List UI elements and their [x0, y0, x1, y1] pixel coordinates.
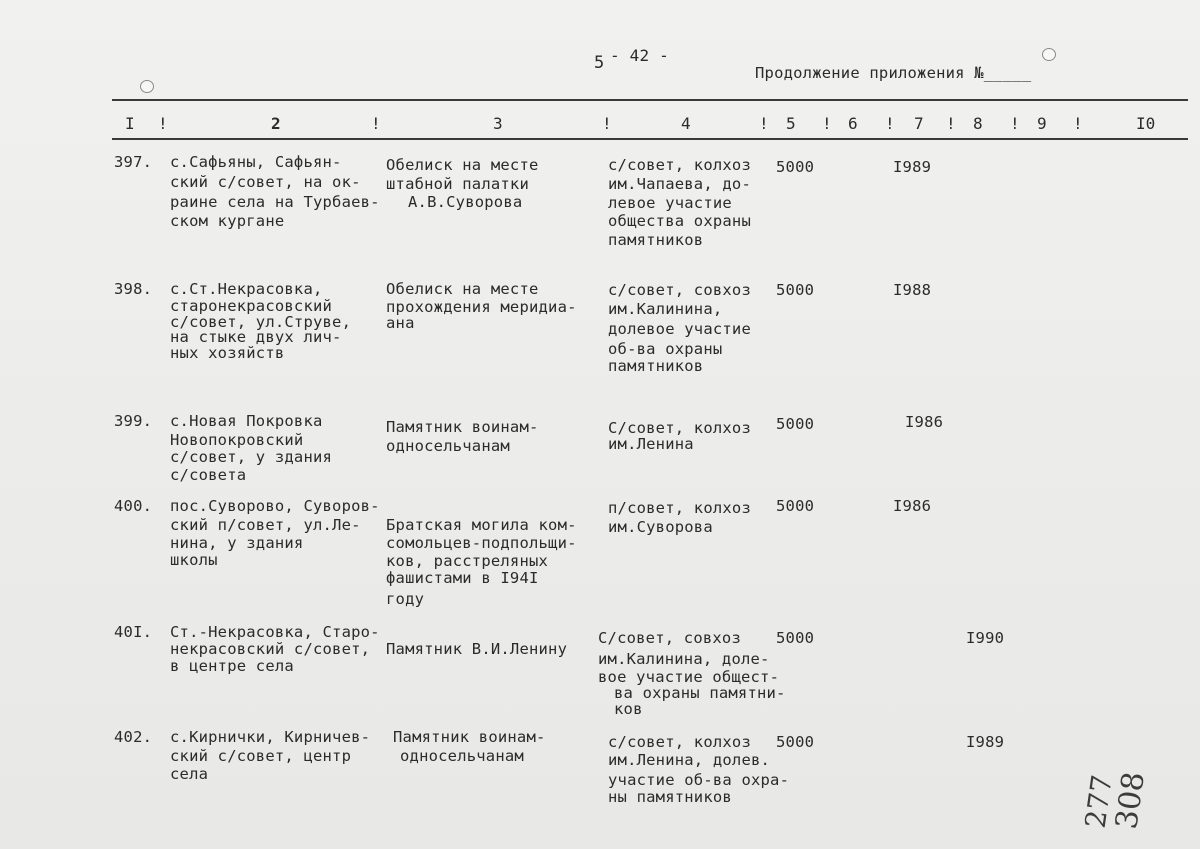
row-number: 402.: [114, 728, 153, 746]
monument-line: Памятник В.И.Ленину: [386, 640, 568, 658]
col-header-3: 3: [493, 114, 503, 133]
col-header-7: 7: [914, 114, 924, 133]
col-separator: !: [1010, 114, 1020, 133]
year-value: I988: [893, 281, 932, 299]
header-rule-top: [112, 99, 1188, 101]
col-separator: !: [602, 114, 612, 133]
responsible-line: ков: [614, 700, 643, 718]
responsible-line: общества охраны: [608, 212, 751, 230]
cost-value: 5000: [776, 158, 815, 176]
cost-value: 5000: [776, 733, 815, 751]
location-line: пос.Суворово, Суворов-: [170, 497, 380, 515]
responsible-line: С/совет, совхоз: [598, 629, 741, 647]
responsible-line: им.Калинина, доле-: [598, 650, 770, 668]
row-number: 398.: [114, 280, 153, 298]
responsible-line: памятников: [608, 357, 704, 375]
location-line: с/совета: [170, 466, 247, 484]
monument-line: ана: [386, 314, 415, 332]
year-value: I989: [966, 733, 1005, 751]
col-header-1: I: [125, 114, 135, 133]
monument-line: односельчанам: [386, 437, 510, 455]
responsible-line: долевое участие: [608, 320, 751, 338]
responsible-line: С/совет, колхоз: [608, 419, 751, 437]
punch-hole-left: [140, 80, 154, 93]
year-value: I989: [893, 158, 932, 176]
col-separator: !: [946, 114, 956, 133]
location-line: с.Новая Покровка: [170, 412, 323, 430]
location-line: села: [170, 765, 209, 783]
col-header-9: 9: [1037, 114, 1047, 133]
punch-hole-right: [1042, 48, 1056, 61]
monument-line: односельчанам: [400, 747, 524, 765]
header-rule-bottom: [112, 138, 1188, 140]
monument-line: году: [386, 590, 425, 608]
col-header-6: 6: [848, 114, 858, 133]
location-line: на стыке двух лич-: [170, 328, 342, 346]
year-value: I990: [966, 629, 1005, 647]
responsible-line: ны памятников: [608, 788, 732, 806]
monument-line: прохождения меридиа-: [386, 298, 577, 316]
location-line: с.Ст.Некрасовка,: [170, 280, 323, 298]
responsible-line: им.Чапаева, до-: [608, 175, 751, 193]
col-separator: !: [371, 114, 381, 133]
col-header-10: I0: [1136, 114, 1156, 133]
location-line: Новопокровский: [170, 431, 304, 449]
responsible-line: им.Ленина: [608, 435, 694, 453]
location-line: школы: [170, 551, 218, 569]
location-line: с.Сафьяны, Сафьян-: [170, 153, 342, 171]
cost-value: 5000: [776, 629, 815, 647]
monument-line: фашистами в I94I: [386, 569, 539, 587]
responsible-line: левое участие: [608, 194, 732, 212]
location-line: ных хозяйств: [170, 344, 285, 362]
continuation-title: Продолжение приложения №_____: [755, 64, 1032, 82]
row-number: 399.: [114, 412, 153, 430]
location-line: ский с/совет, на ок-: [170, 173, 361, 191]
row-number: 397.: [114, 153, 153, 171]
location-line: с/совет, у здания: [170, 448, 333, 466]
cost-value: 5000: [776, 415, 815, 433]
responsible-line: ва охраны памятни-: [614, 684, 786, 702]
location-line: ский п/совет, ул.Ле-: [170, 516, 361, 534]
responsible-line: им.Калинина,: [608, 300, 723, 318]
col-header-8: 8: [973, 114, 983, 133]
row-number: 40I.: [114, 623, 153, 641]
page-mark: 5: [594, 53, 605, 73]
monument-line: Памятник воинам-: [393, 728, 546, 746]
responsible-line: им.Суворова: [608, 518, 713, 536]
cost-value: 5000: [776, 281, 815, 299]
location-line: старонекрасовский: [170, 297, 333, 315]
col-separator: !: [885, 114, 895, 133]
col-separator: !: [822, 114, 832, 133]
location-line: Ст.-Некрасовка, Старо-: [170, 623, 380, 641]
col-separator: !: [158, 114, 168, 133]
monument-line: штабной палатки: [386, 175, 529, 193]
location-line: в центре села: [170, 657, 294, 675]
location-line: раине села на Турбаев-: [170, 193, 380, 211]
year-value: I986: [905, 413, 944, 431]
responsible-line: вое участие общест-: [598, 668, 780, 686]
col-separator: !: [759, 114, 769, 133]
page-number: - 42 -: [610, 46, 669, 65]
responsible-line: об-ва охраны: [608, 340, 723, 358]
responsible-line: п/совет, колхоз: [608, 499, 751, 517]
col-header-4: 4: [681, 114, 691, 133]
monument-line: Обелиск на месте: [386, 280, 539, 298]
year-value: I986: [893, 497, 932, 515]
handwritten-note: [1080, 745, 1160, 835]
responsible-line: с/совет, колхоз: [608, 733, 751, 751]
responsible-line: участие об-ва охра-: [608, 771, 790, 789]
col-header-2: 2: [271, 114, 281, 133]
handwritten-number: 308: [1109, 769, 1152, 832]
responsible-line: памятников: [608, 231, 704, 249]
cost-value: 5000: [776, 497, 815, 515]
location-line: нина, у здания: [170, 534, 304, 552]
row-number: 400.: [114, 497, 153, 515]
monument-line: Обелиск на месте: [386, 156, 539, 174]
monument-line: сомольцев-подпольщи-: [386, 534, 577, 552]
location-line: с/совет, ул.Струве,: [170, 313, 352, 331]
location-line: некрасовский с/совет,: [170, 640, 371, 658]
col-header-5: 5: [786, 114, 796, 133]
location-line: ский с/совет, центр: [170, 747, 352, 765]
handwritten-number: 277: [1078, 772, 1119, 831]
monument-line: Памятник воинам-: [386, 418, 539, 436]
monument-line: Братская могила ком-: [386, 516, 577, 534]
responsible-line: с/совет, совхоз: [608, 281, 751, 299]
location-line: с.Кирнички, Кирничев-: [170, 728, 371, 746]
col-separator: !: [1073, 114, 1083, 133]
responsible-line: им.Ленина, долев.: [608, 751, 771, 769]
monument-line: А.В.Суворова: [408, 193, 523, 211]
location-line: ском кургане: [170, 212, 285, 230]
monument-line: ков, расстреляных: [386, 552, 549, 570]
responsible-line: с/совет, колхоз: [608, 156, 751, 174]
